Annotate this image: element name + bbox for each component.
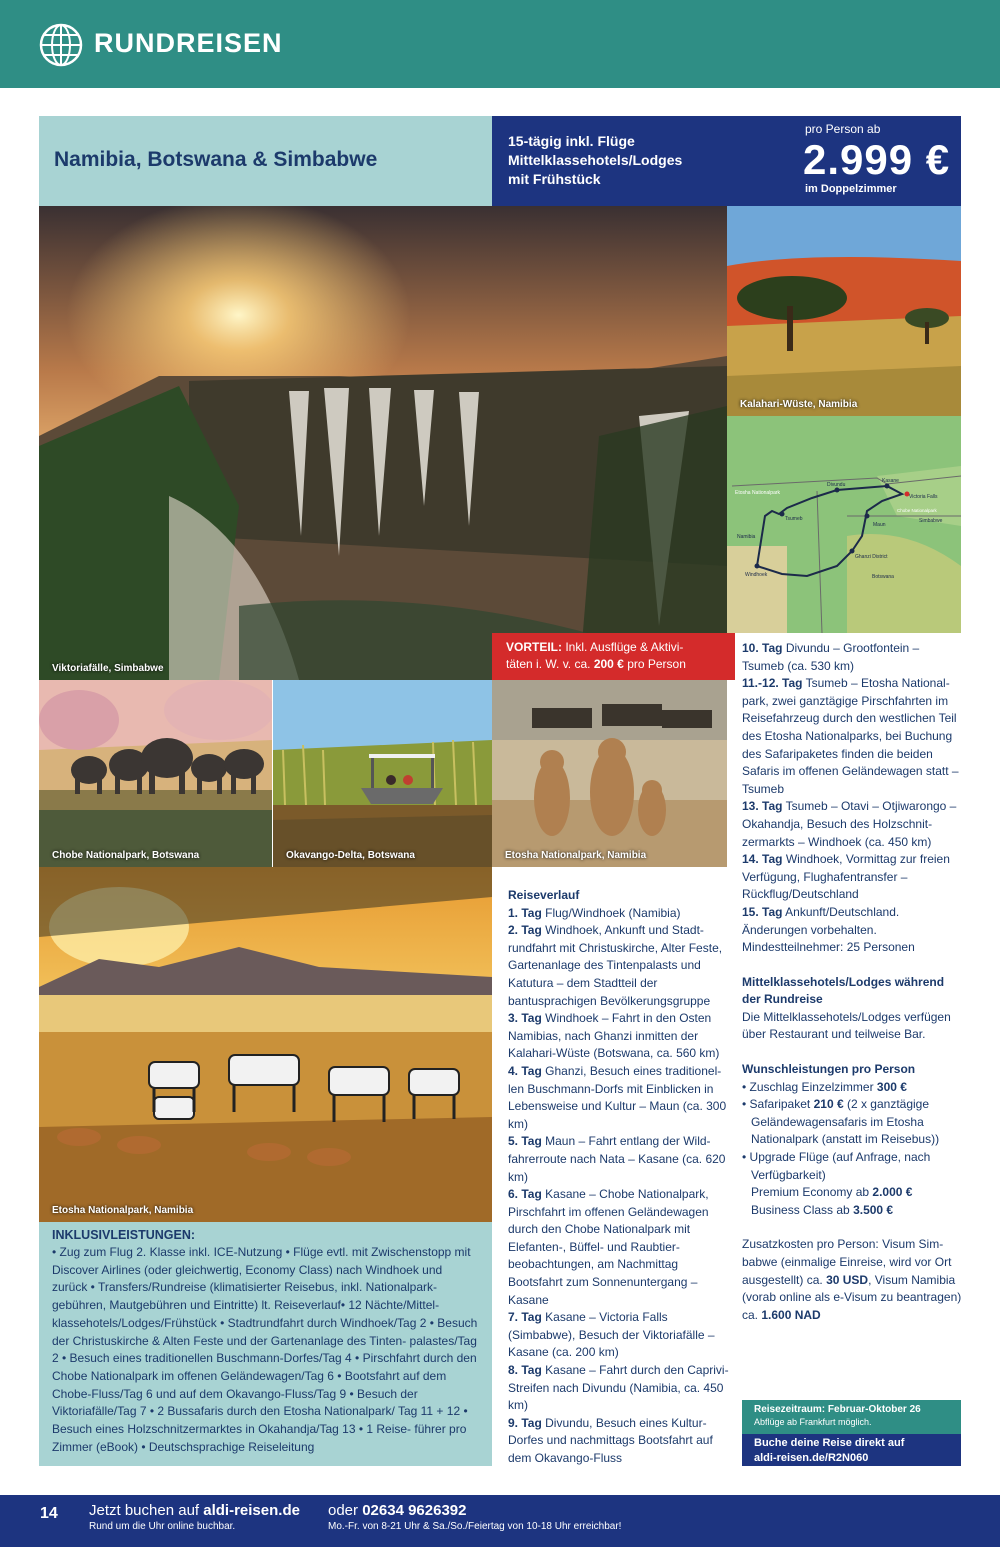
hotels-heading: Mittelklassehotels/Lodges während der Rundreise — [742, 974, 945, 1007]
footer-bar — [0, 1495, 1000, 1547]
itinerary-day: 3. Tag Windhoek – Fahrt in den Osten Namibias, nach Ghanzi inmitten der Kalahari-Wüste (Botswana, ca. 560 km) — [508, 1011, 720, 1061]
caption-victoria: Viktoriafälle, Simbabwe — [52, 663, 164, 674]
phone-number[interactable]: 02634 9626392 — [362, 1502, 467, 1519]
itinerary-day: 8. Tag Kasane – Fahrt durch den Caprivi-Streifen nach Divundu (Namibia, ca. 450 km) — [508, 1363, 729, 1413]
inclusions-heading: INKLUSIVLEISTUNGEN: — [52, 1228, 196, 1242]
map-label-kasane: Kasane — [882, 478, 899, 484]
map-label-maun: Maun — [873, 522, 886, 528]
photo-chobe — [39, 680, 272, 867]
advantage-line2-pre: täten i. W. v. ca. — [506, 657, 591, 671]
itinerary-day: 13. Tag Tsumeb – Otavi – Otjiwarongo – Okahandja, Besuch des Holzschnit- zermarkts – Windhoek (ca. 450 km) — [742, 799, 957, 849]
map-label-simbabwe: Simbabwe — [919, 518, 943, 524]
header-bar — [0, 0, 1000, 88]
caption-okavango: Okavango-Delta, Botswana — [286, 850, 415, 861]
itinerary-day: 5. Tag Maun – Fahrt entlang der Wild- fahrerroute nach Nata – Kasane (ca. 620 km) — [508, 1134, 726, 1184]
title-box — [39, 116, 492, 206]
photo-kalahari — [727, 206, 961, 416]
caption-etosha-zebras: Etosha Nationalpark, Namibia — [52, 1205, 194, 1216]
map-label-divundu: Divundu — [827, 482, 846, 488]
travel-period-box — [742, 1400, 961, 1434]
extras-safari: • Safaripaket 210 € (2 x ganztägige Geländewagensafaris im Etosha Nationalpark (anstatt im Reisebus)) — [742, 1097, 940, 1147]
photo-etosha-lions — [492, 680, 727, 867]
offer-duration: 15-tägig inkl. Flüge — [508, 133, 635, 149]
map-label-namibia: Namibia — [737, 534, 756, 540]
caption-etosha-lions: Etosha Nationalpark, Namibia — [505, 850, 647, 861]
itinerary-day: 9. Tag Divundu, Besuch eines Kultur- Dorfes und nachmittags Bootsfahrt auf dem Okavango-Fluss — [508, 1415, 713, 1465]
price-prefix: pro Person ab — [805, 122, 881, 136]
itinerary-column-2 — [742, 640, 964, 1324]
photo-victoria-falls — [39, 206, 727, 680]
advantage-amount: 200 € — [593, 657, 624, 671]
route-map — [727, 416, 961, 633]
itinerary-day: 14. Tag Windhoek, Vormittag zur freien Verfügung, Flughafentransfer – Rückflug/Deutschland — [742, 852, 950, 902]
caption-chobe: Chobe Nationalpark, Botswana — [52, 850, 200, 861]
offer-board: mit Frühstück — [508, 171, 601, 187]
itinerary-day: 7. Tag Kasane – Victoria Falls (Simbabwe), Besuch der Viktoriafälle – Kasane (ca. 200 km) — [508, 1310, 715, 1360]
itinerary-note: Mindestteilnehmer: 25 Personen — [742, 940, 915, 955]
price: 2.999 € — [803, 136, 951, 183]
itinerary-day: 11.-12. Tag Tsumeb – Etosha National- park, zwei ganztägige Pirschfahrten im Reisefahrzeug durch den westlichen Teil des Etosha Nationalparks, bei Buchung des Safaripaketes finden die beiden Safaris im offenen Geländewagen statt – Tsumeb — [742, 676, 959, 796]
page-title: Namibia, Botswana & Simbabwe — [54, 148, 378, 171]
travel-period: Reisezeitraum: Februar-Oktober 26 — [754, 1404, 921, 1415]
extras-heading: Wunschleistungen pro Person — [742, 1062, 916, 1077]
page-number: 14 — [40, 1505, 58, 1522]
itinerary-day: 15. Tag Ankunft/Deutschland. — [742, 904, 900, 919]
itinerary-day: 6. Tag Kasane – Chobe Nationalpark, Pirschfahrt im offenen Geländewagen durch den Chobe Nationalpark mit Elefanten-, Büffel- und Raubtier- beobachtungen, am Nachmittag Bootsfahrt zum Sonnenuntergang – Kasane — [508, 1187, 709, 1307]
map-label-victoria-falls: Victoria Falls — [909, 494, 938, 500]
map-label-ghanzi: Ghanzi District — [855, 554, 888, 560]
online-booking: Jetzt buchen auf aldi-reisen.de — [89, 1502, 300, 1519]
map-label-tsumeb: Tsumeb — [785, 516, 803, 522]
map-label-windhoek: Windhoek — [745, 572, 768, 578]
online-sub: Rund um die Uhr online buchbar. — [89, 1521, 236, 1532]
departure-note: Abflüge ab Frankfurt möglich. — [754, 1417, 872, 1427]
booking-line: Buche deine Reise direkt auf — [754, 1437, 905, 1449]
photo-okavango — [273, 680, 492, 867]
section-title: RUNDREISEN — [94, 28, 283, 58]
advantage-label: VORTEIL: — [506, 640, 562, 654]
price-suffix: im Doppelzimmer — [805, 183, 897, 195]
booking-link[interactable]: aldi-reisen.de/R2N060 — [754, 1452, 869, 1464]
advantage-box — [492, 633, 735, 680]
inclusions-box — [39, 1222, 492, 1466]
advantage-line2-post: pro Person — [627, 657, 686, 671]
advantage-line1: Inkl. Ausflüge & Aktivi- — [565, 640, 684, 654]
map-label-botswana: Botswana — [872, 574, 894, 580]
inclusions-text: • Zug zum Flug 2. Klasse inkl. ICE-Nutzung • Flüge evtl. mit Zwischenstopp mit Discover Airlines (oder gleichwertig, Economy Class) nach Windhoek und zurück • Transfers/Rundreise (klimatisierter Reisebus, inkl. Nationalpark- gebühren, Mautgebühren und Eintritte) lt. Reiseverlauf• 12 Nächte/Mittel- klassehotels/Lodges/Frühstück • Stadtrundfahrt durch Windhoek/Tag 2 • Besuch der Christuskirche & Alten Feste und der Gartenanlage des Tinten- palastes/Tag 2 • Besuch eines traditionellen Buschmann-Dorfes/Tag 4 • Pirschfahrt durch den Chobe Nationalpark im offenen Geländewagen/Tag 6 • Bootsfahrt auf dem Chobe-Fluss/Tag 6 und auf dem Okavango-Fluss/Tag 9 • Besuch der Viktoriafälle/Tag 7 • 2 Bussafaris durch den Etosha Nationalpark/ Tag 11 + 12 • Besuch eines Holzschnitzermarktes in Okahandja/Tag 13 • 1 Reise- führer pro Zimmer (eBook) • Deutschsprachige Reiseleitung — [52, 1245, 478, 1454]
extra-costs: Zusatzkosten pro Person: Visum Sim- babwe (einmalige Einreise, wird vor Ort ausgestellt) ca. 30 USD, Visum Namibia (vorab online als e-Visum zu beantragen) ca. 1.600 NAD — [742, 1237, 962, 1322]
itinerary-column-1 — [508, 887, 736, 1468]
extras-premium: Premium Economy ab 2.000 € — [751, 1185, 913, 1200]
extras-single: • Zuschlag Einzelzimmer 300 € — [742, 1079, 907, 1094]
itinerary-note: Änderungen vorbehalten. — [742, 922, 877, 937]
itinerary-day: 1. Tag Flug/Windhoek (Namibia) — [508, 905, 681, 920]
itinerary-day: 2. Tag Windhoek, Ankunft und Stadt- rundfahrt mit Christuskirche, Alter Feste, Gartenanlage des Tintenpalasts und Katutura – dem Stadtteil der bantusprachigen Bevölkerungsgruppe — [508, 923, 723, 1008]
map-label-chobe: Chobe Nationalpark — [897, 508, 937, 513]
offer-details — [508, 132, 682, 189]
hotels-text: Die Mittelklassehotels/Lodges verfügen über Restaurant und teilweise Bar. — [742, 1009, 951, 1042]
phone-hours: Mo.-Fr. von 8-21 Uhr & Sa./So./Feiertag von 10-18 Uhr erreichbar! — [328, 1521, 622, 1532]
globe-icon — [38, 22, 84, 68]
map-label-etosha: Etosha Nationalpark — [735, 490, 781, 496]
extras-business: Business Class ab 3.500 € — [751, 1202, 894, 1217]
booking-box[interactable] — [742, 1434, 961, 1466]
extras-upgrade: • Upgrade Flüge (auf Anfrage, nach Verfügbarkeit) — [742, 1150, 931, 1182]
itinerary-heading: Reiseverlauf — [508, 888, 580, 902]
photo-etosha-zebras — [39, 867, 492, 1222]
phone-booking: oder 02634 9626392 — [328, 1502, 467, 1519]
itinerary-day: 10. Tag Divundu – Grootfontein – Tsumeb (ca. 530 km) — [742, 641, 920, 673]
offer-hotels: Mittelklassehotels/Lodges — [508, 152, 683, 168]
website-link[interactable]: aldi-reisen.de — [203, 1502, 300, 1519]
caption-kalahari: Kalahari-Wüste, Namibia — [740, 399, 858, 410]
offer-box — [492, 116, 961, 206]
itinerary-day: 4. Tag Ghanzi, Besuch eines traditionel- len Buschmann-Dorfs mit Einblicken in Lebensweise und Kultur – Maun (ca. 300 km) — [508, 1063, 727, 1131]
